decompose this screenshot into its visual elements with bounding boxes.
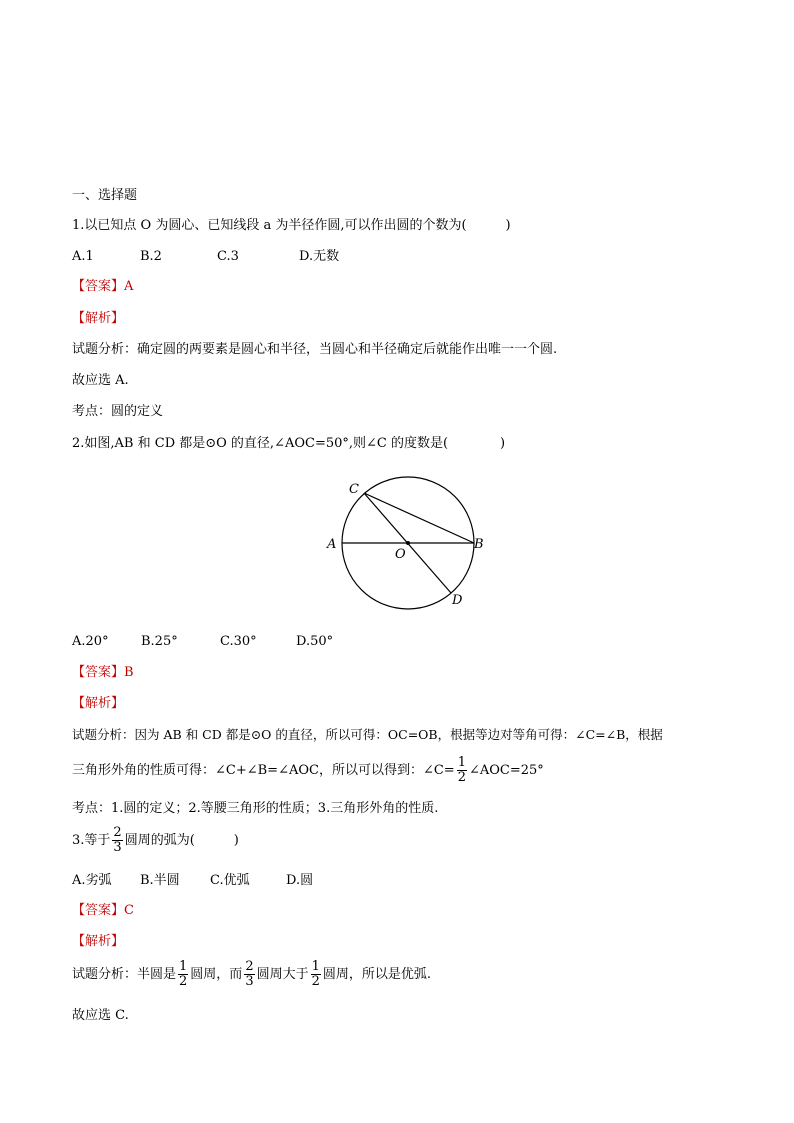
q3-fraction-1: $\frac{1}{2}$ [179, 959, 188, 989]
label-c: C [349, 482, 359, 497]
q3-answer-value: C [124, 903, 134, 918]
q3-stem-b: 圆周的弧为( ) [124, 833, 239, 848]
q2-option-b: B.25° [141, 634, 178, 649]
q3-fraction-2: $\frac{2}{3}$ [245, 959, 254, 989]
label-o: O [395, 547, 406, 562]
q3-two-thirds-fraction: $\frac{2}{3}$ [113, 825, 122, 855]
q3-option-d: D.圆 [286, 873, 314, 888]
q2-answer-label: 【答案】 [72, 665, 125, 680]
q3-analysis-label: 【解析】 [72, 934, 125, 949]
q2-option-d: D.50° [296, 634, 334, 649]
q1-option-a: A.1 [72, 249, 94, 264]
q1-answer [72, 279, 133, 295]
q1-option-c: C.3 [217, 249, 239, 264]
section-title: 一、选择题 [72, 188, 138, 203]
q2-kaodian: 考点：1.圆的定义；2.等腰三角形的性质；3.三角形外角的性质. [72, 801, 439, 816]
q2-half-fraction: $\frac{1}{2}$ [457, 755, 466, 785]
q3-option-c: C.优弧 [210, 873, 250, 888]
q3-answer [72, 903, 134, 919]
q3-options [72, 873, 313, 889]
q2-analysis-line2 [72, 756, 544, 785]
q2-options [72, 634, 333, 650]
q2-option-a: A.20° [72, 634, 109, 649]
q1-analysis-label: 【解析】 [72, 311, 125, 326]
center-point [406, 541, 410, 545]
q3-option-b: B.半圆 [140, 873, 180, 888]
chord-cb [364, 493, 474, 543]
q1-kaodian: 考点：圆的定义 [72, 404, 164, 419]
q3-analysis-b: 圆周，而 [190, 967, 243, 982]
q2-analysis-line2-b: ∠AOC=25° [468, 763, 544, 778]
q3-stem [72, 826, 239, 855]
q3-analysis-d: 圆周，所以是优弧. [322, 967, 432, 982]
q2-answer-value: B [124, 665, 134, 680]
q1-analysis: 试题分析：确定圆的两要素是圆心和半径，当圆心和半径确定后就能作出唯一一个圆. [72, 342, 558, 357]
q3-analysis-a: 试题分析：半圆是 [72, 967, 177, 982]
q3-fraction-3: $\frac{1}{2}$ [311, 959, 320, 989]
q1-conclusion: 故应选 A. [72, 373, 129, 388]
label-a: A [327, 537, 337, 552]
q1-option-d: D.无数 [299, 249, 340, 264]
q3-analysis [72, 960, 431, 989]
q1-option-b: B.2 [140, 249, 162, 264]
label-b: B [474, 537, 484, 552]
q3-analysis-c: 圆周大于 [256, 967, 309, 982]
q1-answer-label: 【答案】 [72, 279, 125, 294]
q2-analysis-line2-a: 三角形外角的性质可得：∠C+∠B=∠AOC，所以可以得到：∠C= [72, 763, 455, 778]
q1-options [72, 249, 339, 265]
q2-analysis-label: 【解析】 [72, 696, 125, 711]
q1-answer-value: A [124, 279, 134, 294]
q2-option-c: C.30° [220, 634, 257, 649]
q2-stem: 2.如图,AB 和 CD 都是⊙O 的直径,∠AOC=50°,则∠C 的度数是( ) [72, 436, 506, 451]
circle-diagram [322, 476, 494, 612]
q2-analysis-line1: 试题分析：因为 AB 和 CD 都是⊙O 的直径，所以可得：OC=OB，根据等边对等角可得：∠C=∠B，根据 [72, 727, 663, 742]
q2-answer [72, 665, 134, 681]
q3-conclusion: 故应选 C. [72, 1008, 129, 1023]
q3-option-a: A.劣弧 [72, 873, 112, 888]
q3-answer-label: 【答案】 [72, 903, 125, 918]
q3-stem-a: 3.等于 [72, 833, 111, 848]
q1-stem: 1.以已知点 O 为圆心、已知线段 a 为半径作圆,可以作出圆的个数为( ) [72, 218, 511, 233]
label-d: D [452, 593, 463, 608]
